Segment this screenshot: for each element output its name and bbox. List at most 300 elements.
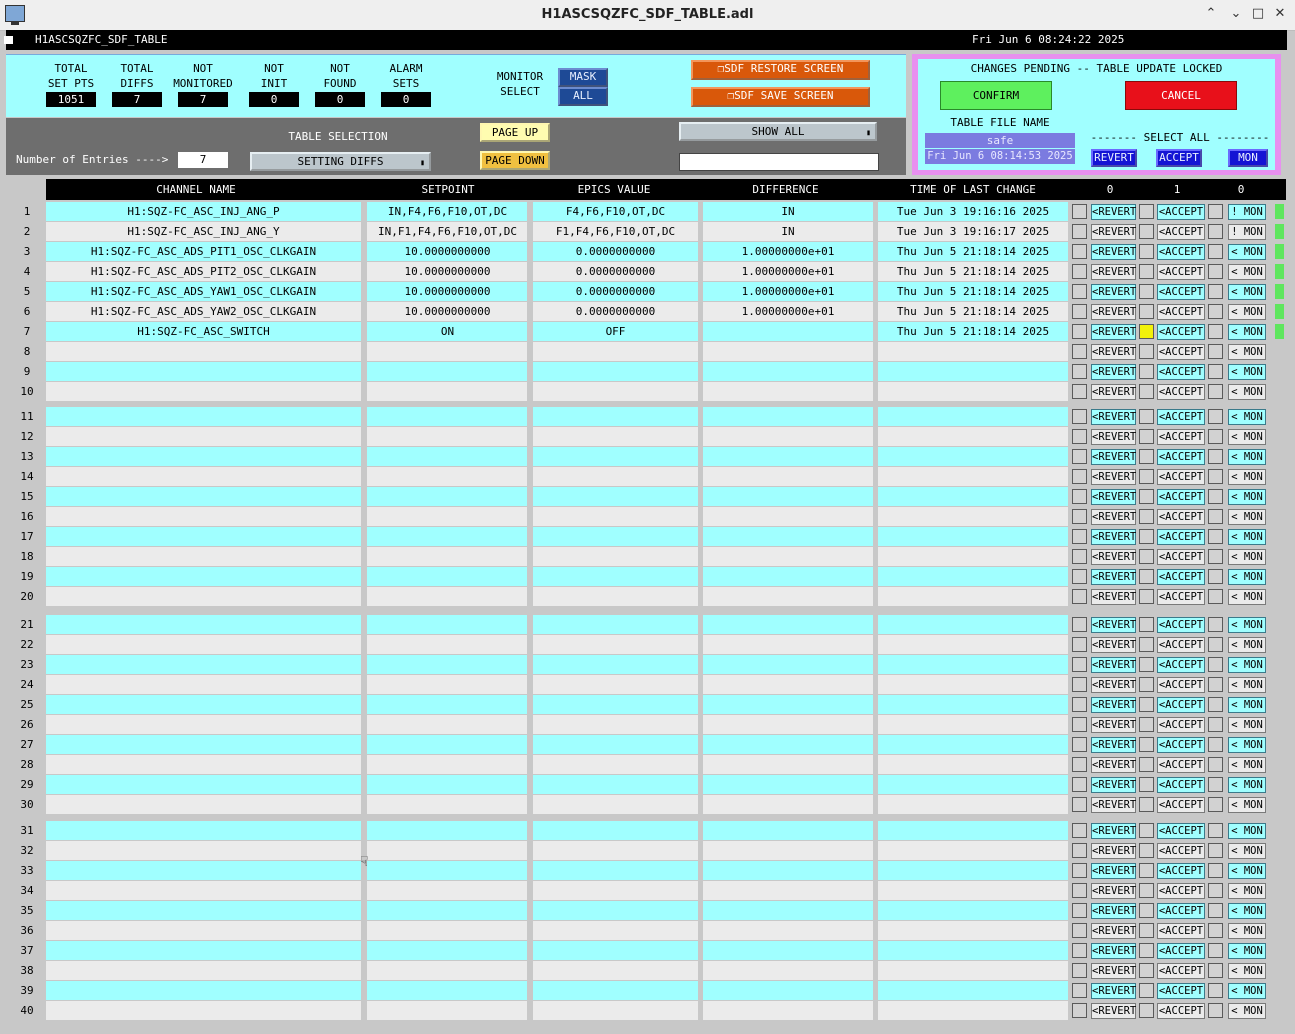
all-button[interactable]: ALL: [558, 87, 608, 106]
mon-button[interactable]: < MON: [1228, 823, 1266, 839]
mon-checkbox[interactable]: [1208, 469, 1223, 484]
revert-checkbox[interactable]: [1072, 863, 1087, 878]
mon-button[interactable]: < MON: [1228, 983, 1266, 999]
revert-button[interactable]: <REVERT: [1092, 226, 1137, 238]
difference-value: [703, 427, 873, 446]
accept-checkbox[interactable]: [1139, 777, 1154, 792]
mon-checkbox[interactable]: [1208, 549, 1223, 564]
accept-checkbox[interactable]: [1139, 509, 1154, 524]
accept-button[interactable]: <ACCEPT: [1158, 905, 1204, 917]
accept-button[interactable]: <ACCEPT: [1158, 759, 1204, 771]
mon-checkbox[interactable]: [1208, 883, 1223, 898]
revert-button[interactable]: <REVERT: [1092, 286, 1137, 298]
revert-checkbox[interactable]: [1072, 509, 1087, 524]
revert-button[interactable]: <REVERT: [1092, 639, 1137, 651]
revert-button[interactable]: <REVERT: [1092, 679, 1137, 691]
minimize-icon[interactable]: ⌄: [1230, 6, 1242, 21]
stat-value-not-monitored: 7: [178, 92, 228, 107]
revert-button[interactable]: <REVERT: [1092, 306, 1137, 318]
revert-button[interactable]: <REVERT: [1092, 905, 1137, 917]
mon-all-button[interactable]: MON: [1228, 149, 1268, 167]
mon-button[interactable]: < MON: [1228, 429, 1266, 445]
accept-button[interactable]: <ACCEPT: [1158, 985, 1204, 997]
mon-checkbox[interactable]: [1208, 923, 1223, 938]
revert-checkbox[interactable]: [1072, 204, 1087, 219]
stat-label-total-diffs: TOTAL DIFFS: [120, 62, 154, 90]
accept-checkbox[interactable]: [1139, 469, 1154, 484]
accept-checkbox[interactable]: [1139, 677, 1154, 692]
mon-checkbox[interactable]: [1208, 324, 1223, 339]
accept-checkbox[interactable]: [1139, 324, 1154, 339]
mon-button[interactable]: < MON: [1228, 617, 1266, 633]
difference-value: [703, 655, 873, 674]
accept-button[interactable]: <ACCEPT: [1158, 885, 1204, 897]
accept-button[interactable]: <ACCEPT: [1158, 799, 1204, 811]
mon-checkbox[interactable]: [1208, 943, 1223, 958]
mon-button[interactable]: < MON: [1228, 589, 1266, 605]
accept-button[interactable]: <ACCEPT: [1158, 699, 1204, 711]
accept-button[interactable]: <ACCEPT: [1158, 659, 1204, 671]
mon-button[interactable]: < MON: [1228, 509, 1266, 525]
revert-checkbox[interactable]: [1072, 224, 1087, 239]
accept-checkbox[interactable]: [1139, 797, 1154, 812]
revert-checkbox[interactable]: [1072, 244, 1087, 259]
mon-checkbox[interactable]: [1208, 863, 1223, 878]
difference-value: [703, 821, 873, 840]
mon-checkbox[interactable]: [1208, 224, 1223, 239]
close-icon[interactable]: ✕: [1274, 6, 1286, 21]
accept-button[interactable]: <ACCEPT: [1158, 206, 1204, 218]
revert-button[interactable]: <REVERT: [1092, 571, 1137, 583]
mon-button[interactable]: < MON: [1228, 717, 1266, 733]
mon-button[interactable]: < MON: [1228, 757, 1266, 773]
window-icon: ❐: [717, 62, 725, 75]
accept-checkbox[interactable]: [1139, 569, 1154, 584]
mon-checkbox[interactable]: [1208, 449, 1223, 464]
accept-checkbox[interactable]: [1139, 1003, 1154, 1018]
mon-button[interactable]: < MON: [1228, 469, 1266, 485]
mon-checkbox[interactable]: [1208, 489, 1223, 504]
mon-button[interactable]: < MON: [1228, 489, 1266, 505]
table-selection-dropdown[interactable]: SETTING DIFFS ▮: [250, 152, 431, 171]
setpoint-value: [367, 981, 528, 1000]
accept-checkbox[interactable]: [1139, 364, 1154, 379]
accept-checkbox[interactable]: [1139, 823, 1154, 838]
mon-button[interactable]: < MON: [1228, 963, 1266, 979]
accept-checkbox[interactable]: [1139, 883, 1154, 898]
mon-button[interactable]: < MON: [1228, 883, 1266, 899]
accept-button[interactable]: <ACCEPT: [1158, 925, 1204, 937]
revert-button[interactable]: <REVERT: [1092, 925, 1137, 937]
revert-checkbox[interactable]: [1072, 617, 1087, 632]
mask-button[interactable]: MASK: [558, 68, 608, 87]
mon-button[interactable]: ! MON: [1228, 224, 1266, 240]
revert-checkbox[interactable]: [1072, 943, 1087, 958]
accept-button[interactable]: <ACCEPT: [1158, 266, 1204, 278]
sdf-restore-screen-button[interactable]: ❐SDF RESTORE SCREEN: [691, 60, 870, 80]
time-last-change: [878, 487, 1068, 506]
mon-button[interactable]: < MON: [1228, 903, 1266, 919]
epics-value: [533, 755, 698, 774]
epics-value: [533, 675, 698, 694]
revert-checkbox[interactable]: [1072, 429, 1087, 444]
revert-button[interactable]: <REVERT: [1092, 845, 1137, 857]
revert-button[interactable]: <REVERT: [1092, 246, 1137, 258]
accept-button[interactable]: <ACCEPT: [1158, 346, 1204, 358]
mon-checkbox[interactable]: [1208, 284, 1223, 299]
mon-button[interactable]: < MON: [1228, 569, 1266, 585]
epics-value: [533, 841, 698, 860]
time-last-change: [878, 615, 1068, 634]
accept-button[interactable]: <ACCEPT: [1158, 739, 1204, 751]
accept-all-button[interactable]: ACCEPT: [1156, 149, 1202, 167]
revert-button[interactable]: <REVERT: [1092, 799, 1137, 811]
mon-checkbox[interactable]: [1208, 757, 1223, 772]
row-number: 35: [20, 904, 34, 917]
mon-button[interactable]: < MON: [1228, 244, 1266, 260]
mon-checkbox[interactable]: [1208, 823, 1223, 838]
accept-button[interactable]: <ACCEPT: [1158, 246, 1204, 258]
filter-input[interactable]: [679, 153, 879, 171]
revert-checkbox[interactable]: [1072, 717, 1087, 732]
mon-button[interactable]: < MON: [1228, 549, 1266, 565]
accept-button[interactable]: <ACCEPT: [1158, 326, 1204, 338]
revert-checkbox[interactable]: [1072, 797, 1087, 812]
accept-button[interactable]: <ACCEPT: [1158, 491, 1204, 503]
row-number: 26: [20, 718, 34, 731]
revert-checkbox[interactable]: [1072, 963, 1087, 978]
accept-button[interactable]: <ACCEPT: [1158, 226, 1204, 238]
accept-checkbox[interactable]: [1139, 244, 1154, 259]
accept-checkbox[interactable]: [1139, 737, 1154, 752]
accept-checkbox[interactable]: [1139, 943, 1154, 958]
accept-button[interactable]: <ACCEPT: [1158, 719, 1204, 731]
accept-checkbox[interactable]: [1139, 264, 1154, 279]
revert-button[interactable]: <REVERT: [1092, 451, 1137, 463]
accept-button[interactable]: <ACCEPT: [1158, 825, 1204, 837]
time-last-change: [878, 841, 1068, 860]
accept-button[interactable]: <ACCEPT: [1158, 619, 1204, 631]
mon-button[interactable]: < MON: [1228, 384, 1266, 400]
accept-checkbox[interactable]: [1139, 449, 1154, 464]
revert-checkbox[interactable]: [1072, 903, 1087, 918]
revert-button[interactable]: <REVERT: [1092, 965, 1137, 977]
channel-name: [46, 901, 361, 920]
accept-button[interactable]: <ACCEPT: [1158, 679, 1204, 691]
row-number: 18: [20, 550, 34, 563]
accept-button[interactable]: <ACCEPT: [1158, 386, 1204, 398]
mon-button[interactable]: < MON: [1228, 737, 1266, 753]
accept-button[interactable]: <ACCEPT: [1158, 431, 1204, 443]
revert-button[interactable]: <REVERT: [1092, 491, 1137, 503]
accept-checkbox[interactable]: [1139, 903, 1154, 918]
mon-checkbox[interactable]: [1208, 983, 1223, 998]
row-number: 15: [20, 490, 34, 503]
revert-checkbox[interactable]: [1072, 384, 1087, 399]
accept-button[interactable]: <ACCEPT: [1158, 471, 1204, 483]
difference-value: 1.00000000e+01: [703, 282, 873, 301]
revert-button[interactable]: <REVERT: [1092, 531, 1137, 543]
accept-checkbox[interactable]: [1139, 637, 1154, 652]
revert-checkbox[interactable]: [1072, 469, 1087, 484]
revert-checkbox[interactable]: [1072, 324, 1087, 339]
revert-button[interactable]: <REVERT: [1092, 739, 1137, 751]
mon-button[interactable]: < MON: [1228, 264, 1266, 280]
revert-button[interactable]: <REVERT: [1092, 591, 1137, 603]
revert-checkbox[interactable]: [1072, 757, 1087, 772]
revert-checkbox[interactable]: [1072, 1003, 1087, 1018]
revert-checkbox[interactable]: [1072, 569, 1087, 584]
revert-button[interactable]: <REVERT: [1092, 411, 1137, 423]
row-number: 3: [23, 245, 31, 258]
maximize-icon[interactable]: □: [1251, 6, 1265, 21]
revert-button[interactable]: <REVERT: [1092, 1005, 1137, 1017]
mon-checkbox[interactable]: [1208, 843, 1223, 858]
mon-checkbox[interactable]: [1208, 797, 1223, 812]
accept-checkbox[interactable]: [1139, 429, 1154, 444]
mon-checkbox[interactable]: [1208, 963, 1223, 978]
mon-checkbox[interactable]: [1208, 204, 1223, 219]
revert-button[interactable]: <REVERT: [1092, 511, 1137, 523]
accept-button[interactable]: <ACCEPT: [1158, 591, 1204, 603]
mon-checkbox[interactable]: [1208, 429, 1223, 444]
mon-button[interactable]: < MON: [1228, 843, 1266, 859]
accept-button[interactable]: <ACCEPT: [1158, 531, 1204, 543]
revert-checkbox[interactable]: [1072, 264, 1087, 279]
mon-checkbox[interactable]: [1208, 657, 1223, 672]
accept-button[interactable]: <ACCEPT: [1158, 511, 1204, 523]
revert-button[interactable]: <REVERT: [1092, 206, 1137, 218]
channel-name: H1:SQZ-FC_ASC_ADS_PIT2_OSC_CLKGAIN: [46, 262, 361, 281]
mon-checkbox[interactable]: [1208, 244, 1223, 259]
mon-button[interactable]: < MON: [1228, 797, 1266, 813]
revert-button[interactable]: <REVERT: [1092, 266, 1137, 278]
revert-button[interactable]: <REVERT: [1092, 326, 1137, 338]
accept-button[interactable]: <ACCEPT: [1158, 571, 1204, 583]
accept-button[interactable]: <ACCEPT: [1158, 845, 1204, 857]
mon-checkbox[interactable]: [1208, 304, 1223, 319]
revert-checkbox[interactable]: [1072, 923, 1087, 938]
accept-checkbox[interactable]: [1139, 344, 1154, 359]
mon-checkbox[interactable]: [1208, 589, 1223, 604]
revert-button[interactable]: <REVERT: [1092, 759, 1137, 771]
mon-checkbox[interactable]: [1208, 903, 1223, 918]
revert-checkbox[interactable]: [1072, 304, 1087, 319]
revert-checkbox[interactable]: [1072, 637, 1087, 652]
confirm-button[interactable]: CONFIRM: [940, 81, 1052, 110]
accept-button[interactable]: <ACCEPT: [1158, 1005, 1204, 1017]
accept-button[interactable]: <ACCEPT: [1158, 639, 1204, 651]
revert-button[interactable]: <REVERT: [1092, 431, 1137, 443]
accept-checkbox[interactable]: [1139, 923, 1154, 938]
revert-checkbox[interactable]: [1072, 409, 1087, 424]
channel-name: [46, 715, 361, 734]
page-up-button[interactable]: PAGE UP: [480, 123, 550, 142]
accept-button[interactable]: <ACCEPT: [1158, 965, 1204, 977]
mon-button[interactable]: < MON: [1228, 637, 1266, 653]
row-number: 9: [23, 365, 31, 378]
chevron-up-icon[interactable]: ⌃: [1205, 6, 1217, 21]
revert-checkbox[interactable]: [1072, 843, 1087, 858]
revert-checkbox[interactable]: [1072, 549, 1087, 564]
revert-checkbox[interactable]: [1072, 657, 1087, 672]
mon-checkbox[interactable]: [1208, 569, 1223, 584]
page-down-button[interactable]: PAGE DOWN: [480, 151, 550, 170]
revert-all-button[interactable]: REVERT: [1091, 149, 1137, 167]
accept-checkbox[interactable]: [1139, 549, 1154, 564]
accept-checkbox[interactable]: [1139, 963, 1154, 978]
accept-button[interactable]: <ACCEPT: [1158, 551, 1204, 563]
revert-button[interactable]: <REVERT: [1092, 825, 1137, 837]
revert-button[interactable]: <REVERT: [1092, 699, 1137, 711]
accept-checkbox[interactable]: [1139, 757, 1154, 772]
channel-name: [46, 467, 361, 486]
revert-checkbox[interactable]: [1072, 777, 1087, 792]
accept-button[interactable]: <ACCEPT: [1158, 411, 1204, 423]
accept-checkbox[interactable]: [1139, 717, 1154, 732]
mon-button[interactable]: ! MON: [1228, 204, 1266, 220]
epics-value: F4,F6,F10,OT,DC: [533, 202, 698, 221]
revert-button[interactable]: <REVERT: [1092, 985, 1137, 997]
accept-button[interactable]: <ACCEPT: [1158, 945, 1204, 957]
mon-checkbox[interactable]: [1208, 677, 1223, 692]
accept-checkbox[interactable]: [1139, 843, 1154, 858]
mon-checkbox[interactable]: [1208, 717, 1223, 732]
revert-button[interactable]: <REVERT: [1092, 945, 1137, 957]
column-divider: [873, 615, 878, 815]
accept-checkbox[interactable]: [1139, 204, 1154, 219]
revert-checkbox[interactable]: [1072, 883, 1087, 898]
revert-checkbox[interactable]: [1072, 983, 1087, 998]
channel-name: H1:SQZ-FC_ASC_INJ_ANG_P: [46, 202, 361, 221]
sdf-save-screen-button[interactable]: ❐SDF SAVE SCREEN: [691, 87, 870, 107]
mon-button[interactable]: < MON: [1228, 943, 1266, 959]
accept-checkbox[interactable]: [1139, 409, 1154, 424]
mon-button[interactable]: < MON: [1228, 409, 1266, 425]
accept-button[interactable]: <ACCEPT: [1158, 865, 1204, 877]
difference-value: [703, 382, 873, 401]
mon-checkbox[interactable]: [1208, 697, 1223, 712]
mon-button[interactable]: < MON: [1228, 923, 1266, 939]
accept-checkbox[interactable]: [1139, 384, 1154, 399]
mon-button[interactable]: < MON: [1228, 284, 1266, 300]
revert-checkbox[interactable]: [1072, 697, 1087, 712]
accept-button[interactable]: <ACCEPT: [1158, 286, 1204, 298]
revert-checkbox[interactable]: [1072, 823, 1087, 838]
channel-name: [46, 755, 361, 774]
mon-button[interactable]: < MON: [1228, 449, 1266, 465]
revert-button[interactable]: <REVERT: [1092, 719, 1137, 731]
revert-checkbox[interactable]: [1072, 449, 1087, 464]
mon-button[interactable]: < MON: [1228, 344, 1266, 360]
col-setpoint: SETPOINT: [421, 183, 475, 196]
mon-checkbox[interactable]: [1208, 264, 1223, 279]
status-led: [1275, 244, 1284, 259]
mon-button[interactable]: < MON: [1228, 677, 1266, 693]
time-last-change: Tue Jun 3 19:16:16 2025: [878, 202, 1068, 221]
revert-button[interactable]: <REVERT: [1092, 346, 1137, 358]
revert-checkbox[interactable]: [1072, 344, 1087, 359]
mon-checkbox[interactable]: [1208, 1003, 1223, 1018]
mon-checkbox[interactable]: [1208, 529, 1223, 544]
mon-button[interactable]: < MON: [1228, 324, 1266, 340]
accept-checkbox[interactable]: [1139, 284, 1154, 299]
mon-checkbox[interactable]: [1208, 617, 1223, 632]
mon-button[interactable]: < MON: [1228, 364, 1266, 380]
revert-button[interactable]: <REVERT: [1092, 471, 1137, 483]
mon-button[interactable]: < MON: [1228, 777, 1266, 793]
mon-button[interactable]: < MON: [1228, 863, 1266, 879]
mon-button[interactable]: < MON: [1228, 657, 1266, 673]
revert-checkbox[interactable]: [1072, 589, 1087, 604]
revert-checkbox[interactable]: [1072, 489, 1087, 504]
accept-checkbox[interactable]: [1139, 617, 1154, 632]
setpoint-value: [367, 921, 528, 940]
revert-checkbox[interactable]: [1072, 737, 1087, 752]
mon-checkbox[interactable]: [1208, 384, 1223, 399]
show-all-dropdown[interactable]: SHOW ALL ▮: [679, 122, 877, 141]
revert-button[interactable]: <REVERT: [1092, 366, 1137, 378]
channel-name: [46, 527, 361, 546]
revert-checkbox[interactable]: [1072, 364, 1087, 379]
mon-checkbox[interactable]: [1208, 637, 1223, 652]
mon-checkbox[interactable]: [1208, 364, 1223, 379]
difference-value: [703, 527, 873, 546]
time-last-change: [878, 961, 1068, 980]
accept-checkbox[interactable]: [1139, 529, 1154, 544]
accept-button[interactable]: <ACCEPT: [1158, 306, 1204, 318]
accept-checkbox[interactable]: [1139, 697, 1154, 712]
mon-checkbox[interactable]: [1208, 409, 1223, 424]
corner-marker: [4, 36, 13, 44]
revert-button[interactable]: <REVERT: [1092, 386, 1137, 398]
accept-button[interactable]: <ACCEPT: [1158, 366, 1204, 378]
revert-checkbox[interactable]: [1072, 677, 1087, 692]
revert-button[interactable]: <REVERT: [1092, 865, 1137, 877]
accept-button[interactable]: <ACCEPT: [1158, 451, 1204, 463]
revert-button[interactable]: <REVERT: [1092, 619, 1137, 631]
revert-button[interactable]: <REVERT: [1092, 885, 1137, 897]
revert-checkbox[interactable]: [1072, 529, 1087, 544]
revert-button[interactable]: <REVERT: [1092, 659, 1137, 671]
accept-checkbox[interactable]: [1139, 224, 1154, 239]
mon-checkbox[interactable]: [1208, 509, 1223, 524]
revert-button[interactable]: <REVERT: [1092, 779, 1137, 791]
accept-checkbox[interactable]: [1139, 489, 1154, 504]
accept-checkbox[interactable]: [1139, 304, 1154, 319]
cancel-button[interactable]: CANCEL: [1125, 81, 1237, 110]
accept-checkbox[interactable]: [1139, 983, 1154, 998]
row-number: 25: [20, 698, 34, 711]
mon-checkbox[interactable]: [1208, 737, 1223, 752]
stat-value-not-init: 0: [249, 92, 299, 107]
accept-checkbox[interactable]: [1139, 589, 1154, 604]
accept-button[interactable]: <ACCEPT: [1158, 779, 1204, 791]
mon-checkbox[interactable]: [1208, 777, 1223, 792]
setpoint-value: [367, 447, 528, 466]
revert-checkbox[interactable]: [1072, 284, 1087, 299]
channel-name: [46, 447, 361, 466]
mon-button[interactable]: < MON: [1228, 529, 1266, 545]
mon-button[interactable]: < MON: [1228, 1003, 1266, 1019]
revert-button[interactable]: <REVERT: [1092, 551, 1137, 563]
accept-checkbox[interactable]: [1139, 863, 1154, 878]
accept-checkbox[interactable]: [1139, 657, 1154, 672]
mon-checkbox[interactable]: [1208, 344, 1223, 359]
mon-button[interactable]: < MON: [1228, 304, 1266, 320]
mon-button[interactable]: < MON: [1228, 697, 1266, 713]
window-title-bar[interactable]: [0, 0, 1295, 31]
